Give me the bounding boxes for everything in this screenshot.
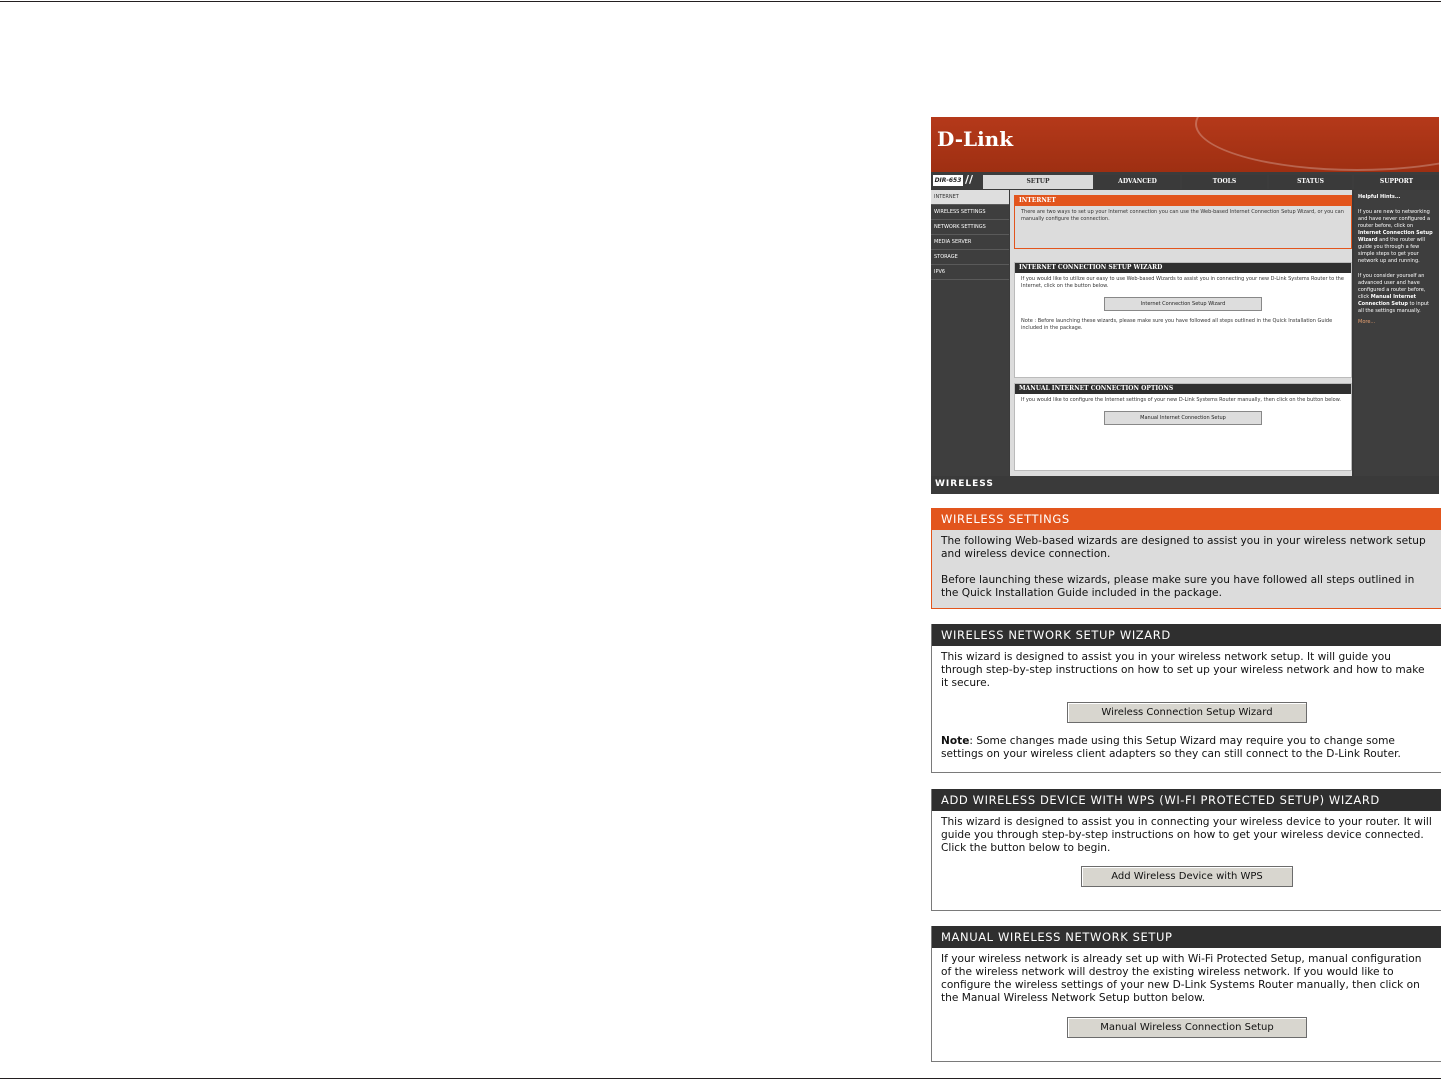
router-manual-title: MANUAL INTERNET CONNECTION OPTIONS — [1015, 384, 1351, 394]
manual-wireless-title: MANUAL WIRELESS NETWORK SETUP — [932, 926, 1441, 948]
dlink-logo: D-Link — [937, 127, 1014, 151]
leftnav-ipv6[interactable]: IPV6 — [931, 265, 1009, 280]
hints-more-link[interactable]: More... — [1358, 319, 1376, 325]
hints-title: Helpful Hints... — [1358, 194, 1401, 200]
model-slash-icon: // — [965, 173, 974, 186]
bottom-rule — [0, 1078, 1441, 1079]
wireless-settings-panel — [931, 508, 1441, 609]
wireless-connection-setup-wizard-button[interactable]: Wireless Connection Setup Wizard — [1067, 702, 1307, 723]
hints-text2: and the router will guide you through a few simple steps to get your network up and running. — [1358, 237, 1426, 264]
hints-text3: If you consider yourself an advanced user and have configured a router before, click — [1358, 273, 1426, 300]
router-content — [1010, 190, 1352, 476]
wps-wizard-body — [932, 811, 1441, 895]
router-navbar — [931, 172, 1439, 189]
wireless-settings-text1: The following Web-based wizards are designed to assist you in your wireless network setup and wireless device connection. — [941, 535, 1426, 560]
router-internet-text: There are two ways to set up your Internet connection you can use the Web-based Internet Connection Setup Wizard, or you can manually configure the connection. — [1021, 209, 1344, 222]
wireless-settings-body — [932, 530, 1441, 608]
wps-wizard-text: This wizard is designed to assist you in connecting your wireless device to your router. It will guide you through step-by-step instructions on how to get your wireless device connected. Click the button below to begin. — [941, 816, 1432, 854]
wireless-settings-title: WIRELESS SETTINGS — [932, 508, 1441, 530]
tab-support[interactable]: SUPPORT — [1354, 175, 1439, 189]
router-wizard-note: Note : Before launching these wizards, please make sure you have followed all steps outlined in the Quick Installation Guide included in the package. — [1021, 318, 1333, 331]
wireless-wizard-note-text: : Some changes made using this Setup Wizard may require you to change some settings on your wireless client adapters so they can still connect to the D-Link Router. — [941, 735, 1401, 760]
router-wizard-title: INTERNET CONNECTION SETUP WIZARD — [1015, 263, 1351, 273]
wps-wizard-title: ADD WIRELESS DEVICE WITH WPS (WI-FI PROTECTED SETUP) WIZARD — [932, 789, 1441, 811]
router-wizard-text: If you would like to utilize our easy to use Web-based Wizards to assist you in connecting your new D-Link Systems Router to the Internet, click on the button below. — [1021, 276, 1344, 289]
tab-setup[interactable]: SETUP — [983, 175, 1093, 189]
tab-status[interactable]: STATUS — [1269, 175, 1352, 189]
router-wizard-section — [1014, 262, 1352, 378]
router-internet-title: INTERNET — [1015, 196, 1351, 206]
wireless-wizard-panel — [931, 624, 1441, 773]
router-footer — [931, 476, 1439, 494]
router-header — [931, 117, 1439, 172]
router-left-nav — [931, 190, 1009, 476]
manual-wireless-body — [932, 948, 1441, 1046]
leftnav-storage[interactable]: STORAGE — [931, 250, 1009, 265]
top-rule — [0, 1, 1441, 2]
manual-wireless-connection-setup-button[interactable]: Manual Wireless Connection Setup — [1067, 1017, 1307, 1038]
tab-tools[interactable]: TOOLS — [1182, 175, 1267, 189]
wireless-wizard-text: This wizard is designed to assist you in your wireless network setup. It will guide you through step-by-step instructions on how to set up your wireless network and how to make it secure. — [941, 651, 1425, 689]
model-badge: DIR-653 — [934, 177, 962, 184]
wireless-wizard-note-label: Note — [941, 735, 970, 747]
router-wizard-button[interactable]: Internet Connection Setup Wizard — [1104, 297, 1262, 311]
hints-bold2: Manual Internet Connection Setup — [1358, 294, 1417, 307]
leftnav-wireless-settings[interactable]: WIRELESS SETTINGS — [931, 205, 1009, 220]
hints-text4: to input all the settings manually. — [1358, 301, 1430, 314]
wireless-wizard-title: WIRELESS NETWORK SETUP WIZARD — [932, 624, 1441, 646]
leftnav-network-settings[interactable]: NETWORK SETTINGS — [931, 220, 1009, 235]
manual-wireless-text: If your wireless network is already set up with Wi-Fi Protected Setup, manual configuration of the wireless network will destroy the existing wireless network. If you would like to configure the wireless settings of your new D-Link Systems Router manually, then click on the Manual Wireless Network Setup button below. — [941, 953, 1422, 1004]
hints-bold1: Internet Connection Setup Wizard — [1358, 230, 1433, 243]
tab-advanced[interactable]: ADVANCED — [1095, 175, 1180, 189]
leftnav-internet[interactable]: INTERNET — [931, 190, 1009, 205]
router-manual-button[interactable]: Manual Internet Connection Setup — [1104, 411, 1262, 425]
manual-wireless-panel — [931, 926, 1441, 1062]
hints-text-b — [1354, 269, 1439, 319]
router-helpful-hints — [1354, 190, 1439, 476]
router-screenshot — [931, 117, 1439, 494]
router-footer-label: WIRELESS — [935, 479, 994, 489]
wps-wizard-panel — [931, 789, 1441, 911]
hints-text1: If you are new to networking and have never configured a router before, click on — [1358, 209, 1431, 229]
router-internet-section — [1014, 195, 1352, 249]
hints-text — [1354, 205, 1439, 269]
wireless-wizard-note — [941, 735, 1433, 761]
wireless-settings-text2: Before launching these wizards, please make sure you have followed all steps outlined in the Quick Installation Guide included in the package. — [941, 574, 1415, 599]
router-manual-section — [1014, 383, 1352, 471]
add-wireless-device-wps-button[interactable]: Add Wireless Device with WPS — [1081, 866, 1293, 887]
router-manual-text: If you would like to configure the Internet settings of your new D-Link Systems Router manually, then click on the button below. — [1021, 397, 1341, 403]
wireless-wizard-body — [932, 646, 1441, 769]
leftnav-media-server[interactable]: MEDIA SERVER — [931, 235, 1009, 250]
